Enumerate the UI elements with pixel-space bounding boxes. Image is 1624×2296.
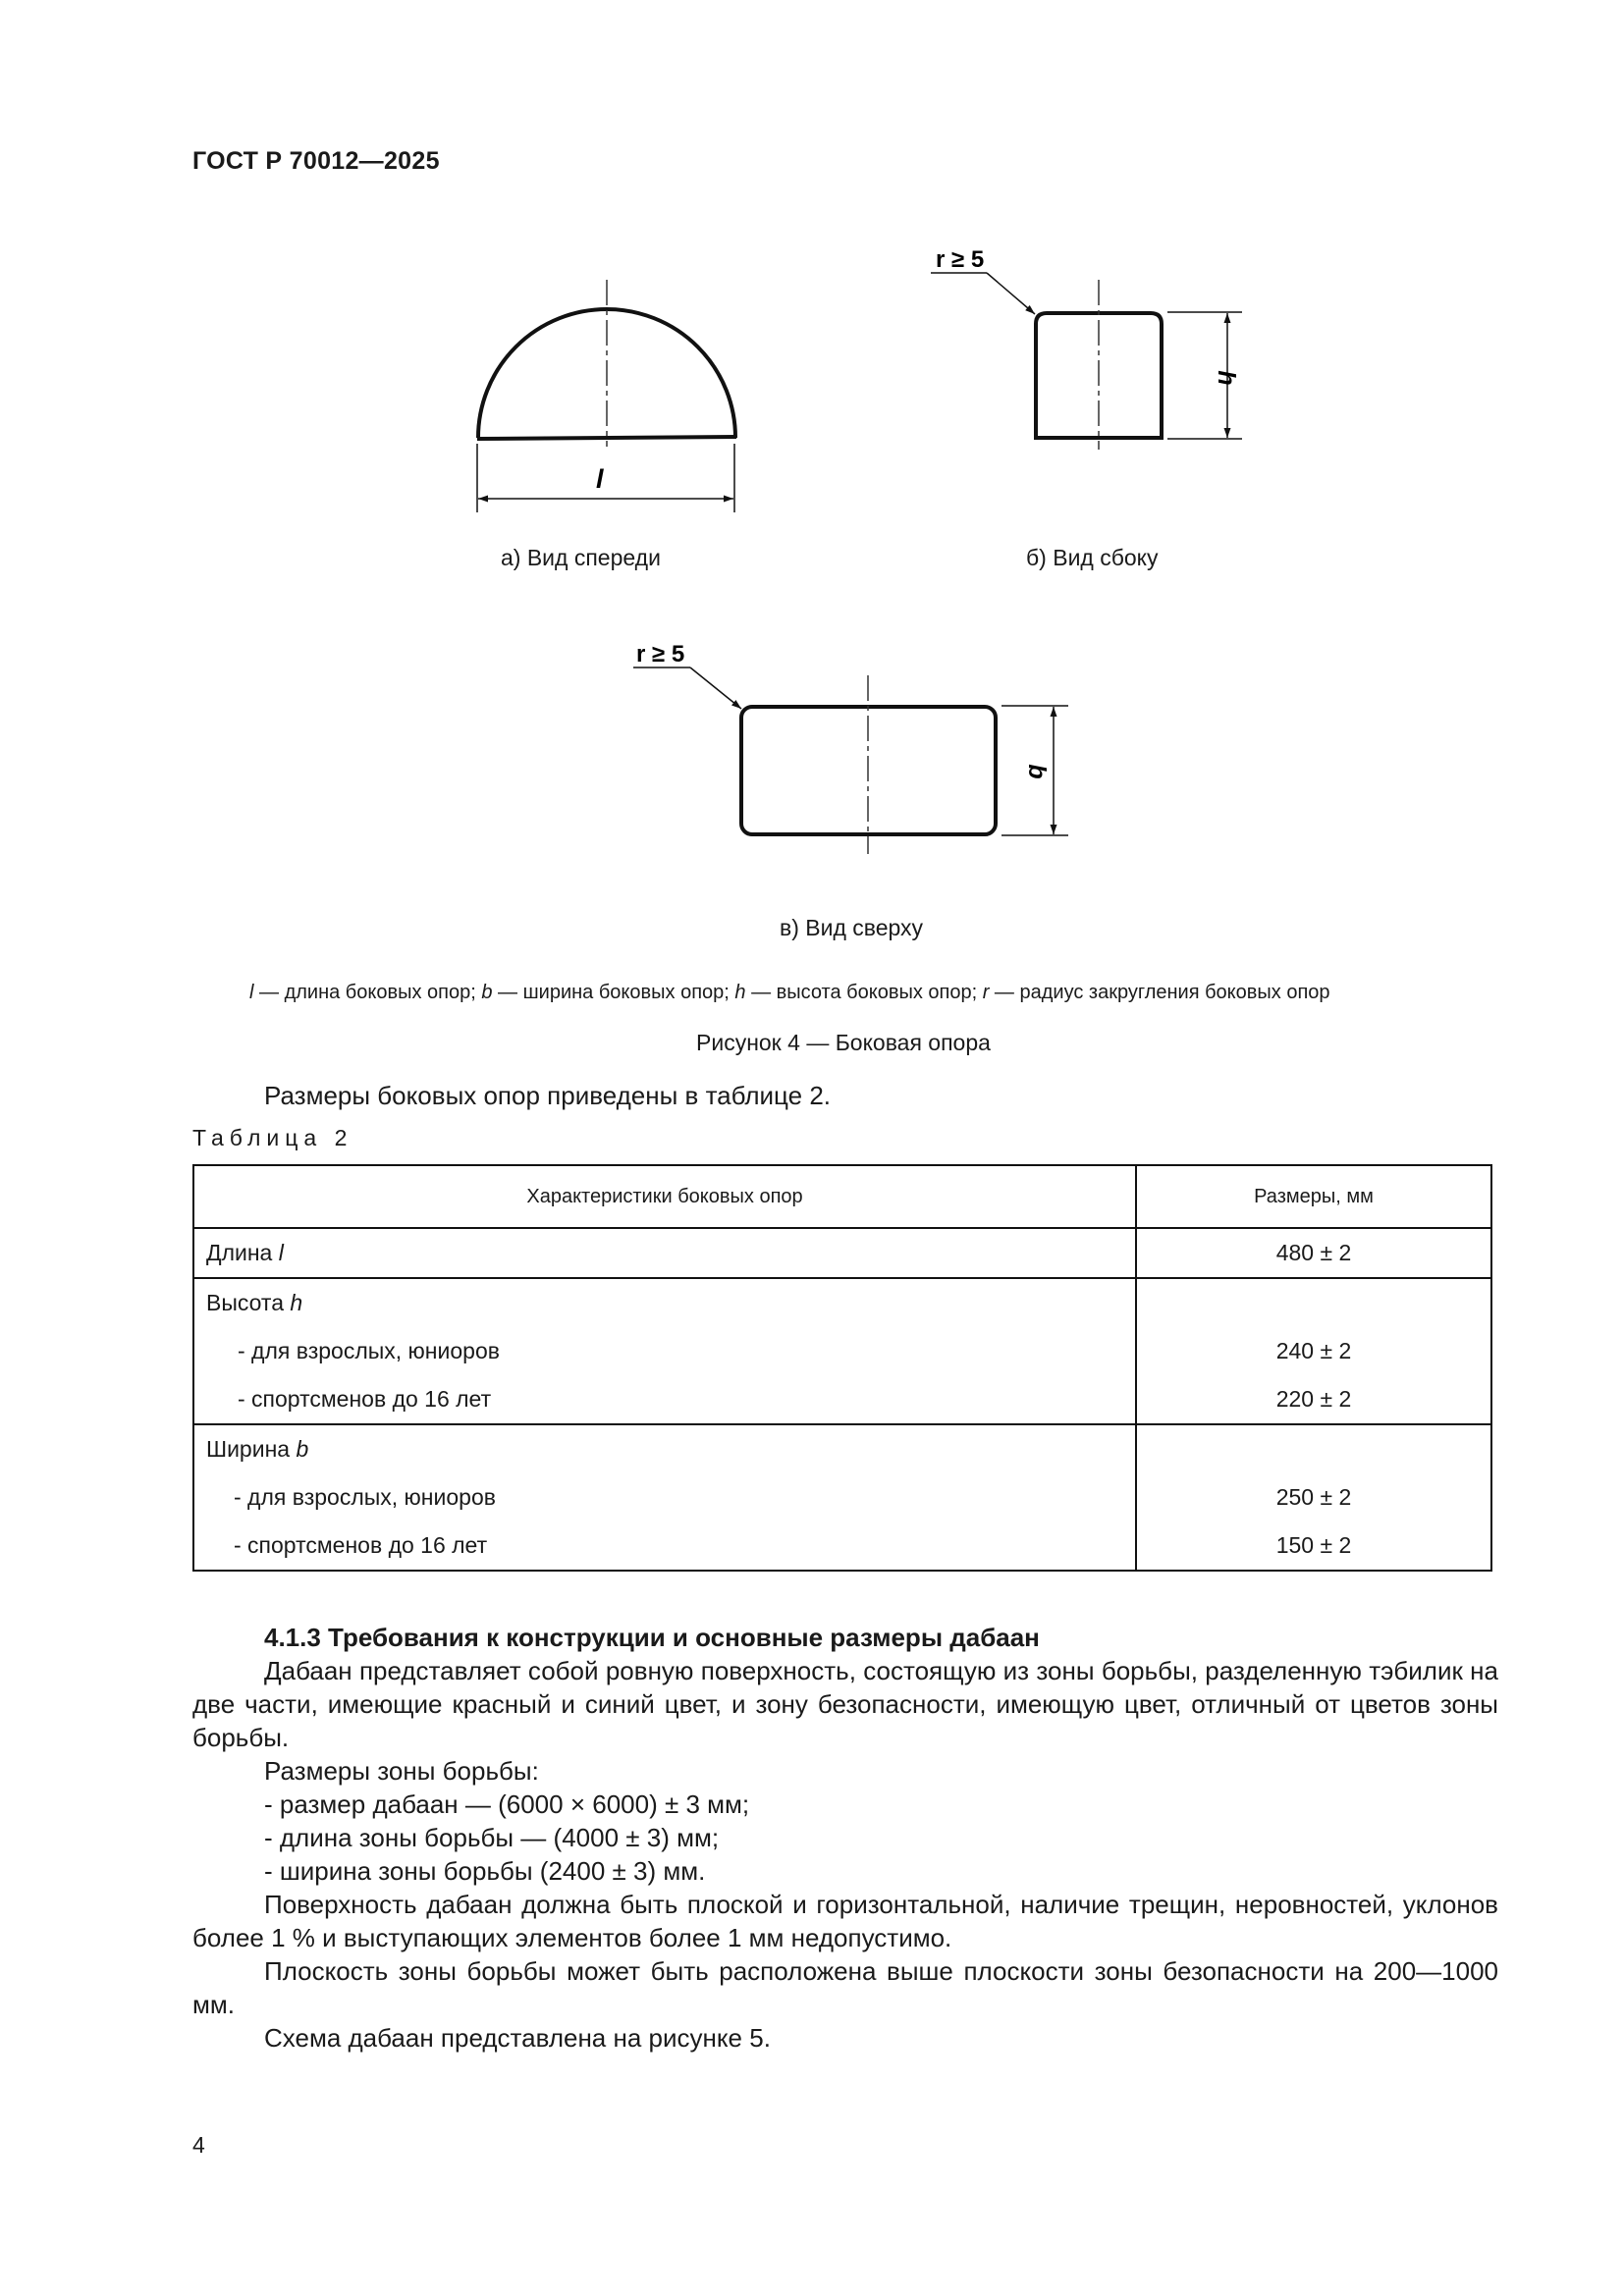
paragraph-3: Поверхность дабаан должна быть плоской и горизонтальной, наличие трещин, неровностей, уклонов более 1 % и выступающих элементов более 1 мм недопустимо.: [192, 1890, 1498, 1952]
table-row: [193, 1278, 1491, 1327]
table-row: [193, 1375, 1491, 1424]
row-label-symbol: l: [278, 1240, 284, 1265]
list-item: - длина зоны борьбы — (4000 ± 3) мм;: [264, 1823, 720, 1852]
paragraph-2: Размеры зоны борьбы:: [264, 1756, 539, 1786]
legend-sym-l: l: [249, 982, 254, 1003]
dim-label-l: l: [596, 464, 604, 494]
top-view-drawing: [633, 641, 1068, 854]
row-label-text: Высота: [206, 1290, 291, 1315]
caption-side-view: б) Вид сбоку: [1026, 545, 1159, 570]
list-item: - ширина зоны борьбы (2400 ± 3) мм.: [264, 1856, 706, 1886]
dim-label-b: b: [1023, 764, 1051, 779]
row-value: [1136, 1424, 1491, 1473]
section-heading: 4.1.3 Требования к конструкции и основные размеры дабаан: [264, 1623, 1040, 1652]
legend-text-r: — радиус закругления боковых опор: [989, 982, 1330, 1003]
table-header-characteristics: Характеристики боковых опор: [193, 1165, 1136, 1228]
paragraph-4: Плоскость зоны борьбы может быть расположена выше плоскости зоны безопасности на 200—1000 мм.: [192, 1956, 1498, 2019]
legend-sym-b: b: [481, 982, 493, 1003]
dim-label-h: h: [1213, 370, 1240, 386]
row-value: 480 ± 2: [1136, 1228, 1491, 1278]
row-label: [193, 1228, 1136, 1278]
legend-text-h: — высота боковых опор;: [745, 982, 983, 1003]
paragraph-1: Дабаан представляет собой ровную поверхность, состоящую из зоны борьбы, разделенную тэбилик на две части, имеющие красный и синий цвет, и зону безопасности, имеющую цвет, отличный от цветов зоны борьбы.: [192, 1656, 1498, 1752]
row-label: - спортсменов до 16 лет: [193, 1522, 1136, 1571]
table-row: [193, 1424, 1491, 1473]
radius-label-side: r ≥ 5: [936, 246, 985, 273]
row-label: - для взрослых, юниоров: [193, 1473, 1136, 1522]
page-number: 4: [192, 2132, 205, 2158]
table-label: Таблица 2: [192, 1125, 353, 1150]
intro-paragraph: Размеры боковых опор приведены в таблице 2.: [264, 1081, 832, 1110]
table-row: [193, 1522, 1491, 1571]
table-header-row: [193, 1165, 1491, 1228]
radius-label-top: r ≥ 5: [636, 641, 685, 667]
row-value: 250 ± 2: [1136, 1473, 1491, 1522]
table-header-dimensions: Размеры, мм: [1136, 1165, 1491, 1228]
caption-front-view: а) Вид спереди: [501, 545, 661, 570]
table-row: [193, 1327, 1491, 1375]
row-value: 150 ± 2: [1136, 1522, 1491, 1571]
figure-legend: [249, 982, 1330, 1004]
row-label: - для взрослых, юниоров: [193, 1327, 1136, 1375]
row-label-symbol: b: [296, 1436, 309, 1462]
row-value: 240 ± 2: [1136, 1327, 1491, 1375]
legend-sym-h: h: [734, 982, 746, 1003]
figure-4-drawings: [0, 0, 1624, 982]
table-row: [193, 1473, 1491, 1522]
row-label: [193, 1424, 1136, 1473]
legend-text-l: — длина боковых опор;: [253, 982, 482, 1003]
row-value: 220 ± 2: [1136, 1375, 1491, 1424]
legend-sym-r: r: [982, 982, 990, 1003]
table-row: [193, 1228, 1491, 1278]
row-label-text: Ширина: [206, 1436, 297, 1462]
row-label: [193, 1278, 1136, 1327]
document-header: ГОСТ Р 70012—2025: [192, 147, 440, 175]
list-item: - размер дабаан — (6000 × 6000) ± 3 мм;: [264, 1789, 750, 1819]
figure-title: Рисунок 4 — Боковая опора: [696, 1030, 991, 1055]
paragraph-5: Схема дабаан представлена на рисунке 5.: [264, 2023, 771, 2053]
side-view-drawing: [931, 246, 1242, 450]
front-view-drawing: [477, 280, 736, 512]
row-value: [1136, 1278, 1491, 1327]
row-label-text: Длина: [206, 1240, 279, 1265]
caption-top-view: в) Вид сверху: [780, 915, 924, 940]
row-label-symbol: h: [290, 1290, 303, 1315]
legend-text-b: — ширина боковых опор;: [492, 982, 735, 1003]
table-2: [192, 1164, 1492, 1572]
row-label: - спортсменов до 16 лет: [193, 1375, 1136, 1424]
section-text: [192, 1621, 1498, 2055]
